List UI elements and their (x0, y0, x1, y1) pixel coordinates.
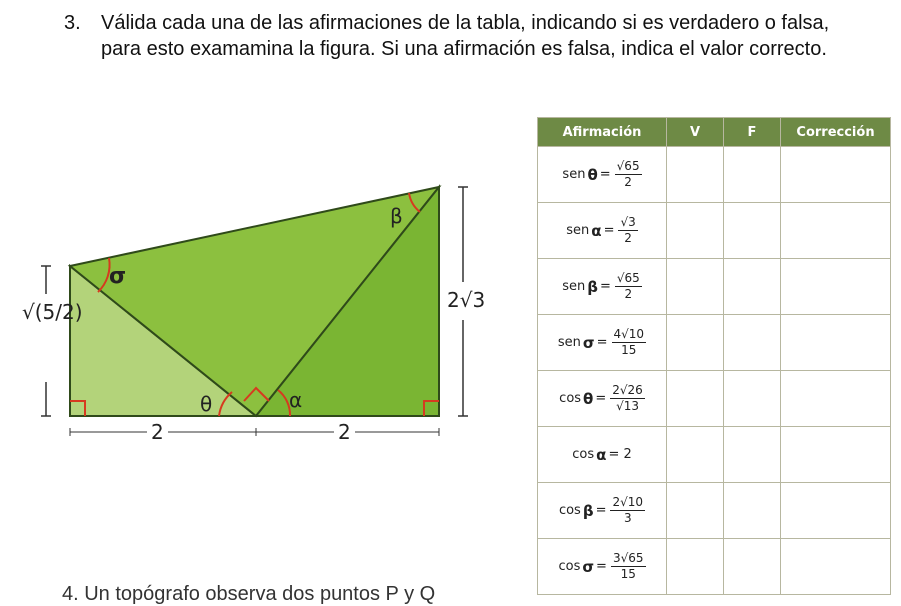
statement-cell (538, 371, 667, 427)
statement-formula (566, 215, 638, 246)
trig-function: sen (562, 279, 586, 294)
question-number: 3. (64, 12, 81, 34)
trig-function: sen (562, 167, 586, 182)
f-cell[interactable] (724, 315, 781, 371)
fraction (615, 271, 642, 302)
statement-cell (538, 259, 667, 315)
statement-cell (538, 315, 667, 371)
table-row (538, 371, 891, 427)
angle-symbol: θ (583, 389, 594, 408)
label-right-height: 2√3 (447, 288, 486, 312)
numerator: √3 (620, 215, 636, 229)
v-cell[interactable] (667, 147, 724, 203)
statement-cell (538, 147, 667, 203)
equals-sign: = (603, 223, 615, 238)
correction-cell[interactable] (781, 315, 891, 371)
label-sigma: σ (109, 264, 127, 289)
correction-cell[interactable] (781, 539, 891, 595)
v-cell[interactable] (667, 539, 724, 595)
v-cell[interactable] (667, 483, 724, 539)
trig-function: cos (558, 559, 581, 574)
question-text: Válida cada una de las afirmaciones de la tabla, indicando si es verdadero o falsa, para esto examamina la figura. Si una afirmación es falsa, indica el valor correcto. (101, 12, 830, 60)
denominator: 15 (620, 567, 636, 581)
angle-symbol: α (591, 221, 602, 240)
equals-sign: = (595, 503, 607, 518)
denominator: 2 (624, 287, 633, 301)
equals-sign: = 2 (608, 447, 632, 462)
statement-cell (538, 483, 667, 539)
statement-formula (562, 271, 642, 302)
header-f: F (724, 118, 781, 147)
f-cell[interactable] (724, 259, 781, 315)
table-row (538, 539, 891, 595)
statement-formula (558, 551, 645, 582)
f-cell[interactable] (724, 203, 781, 259)
statement-formula (558, 327, 646, 358)
f-cell[interactable] (724, 427, 781, 483)
equals-sign: = (599, 279, 611, 294)
v-cell[interactable] (667, 315, 724, 371)
numerator: 4√10 (613, 327, 645, 341)
statements-table (537, 117, 891, 593)
table-row (538, 259, 891, 315)
geometry-figure (22, 170, 522, 460)
statement-cell (538, 427, 667, 483)
f-cell[interactable] (724, 371, 781, 427)
table-row (538, 203, 891, 259)
statement-formula (572, 446, 631, 464)
trig-function: cos (559, 391, 582, 406)
denominator: 3 (623, 511, 632, 525)
v-cell[interactable] (667, 371, 724, 427)
header-correccion: Corrección (781, 118, 891, 147)
equals-sign: = (596, 559, 607, 574)
numerator: √65 (616, 271, 640, 285)
statement-formula (562, 159, 641, 190)
statement-cell (538, 539, 667, 595)
fraction (612, 327, 647, 358)
numerator: 3√65 (612, 551, 644, 565)
denominator: 2 (624, 175, 632, 189)
table-row (538, 147, 891, 203)
fraction (611, 551, 646, 582)
equals-sign: = (595, 391, 607, 406)
equals-sign: = (599, 167, 611, 182)
v-cell[interactable] (667, 427, 724, 483)
numerator: √65 (616, 159, 640, 173)
next-question-cutoff: 4. Un topógrafo observa dos puntos P y Q (62, 583, 436, 605)
correction-cell[interactable] (781, 427, 891, 483)
trig-function: sen (566, 223, 590, 238)
header-v: V (667, 118, 724, 147)
label-left-height: √(5/2) (22, 300, 83, 324)
denominator: √13 (616, 399, 639, 413)
denominator: 15 (621, 343, 637, 357)
label-base-right: 2 (334, 420, 355, 444)
statement-cell (538, 203, 667, 259)
denominator: 2 (624, 231, 632, 245)
angle-symbol: α (596, 445, 607, 464)
angle-symbol: σ (582, 557, 595, 576)
figure-svg (22, 170, 522, 460)
angle-symbol: θ (587, 165, 598, 184)
v-cell[interactable] (667, 203, 724, 259)
trig-function: cos (558, 503, 581, 518)
numerator: 2√26 (612, 383, 643, 397)
fraction (610, 495, 645, 526)
f-cell[interactable] (724, 483, 781, 539)
fraction (615, 159, 642, 190)
v-cell[interactable] (667, 259, 724, 315)
angle-symbol: β (582, 501, 594, 520)
label-beta: β (390, 204, 403, 228)
trig-function: cos (572, 447, 595, 462)
correction-cell[interactable] (781, 483, 891, 539)
fraction (618, 215, 637, 246)
statement-formula (559, 383, 645, 414)
label-base-left: 2 (147, 420, 168, 444)
statement-formula (559, 495, 645, 526)
f-cell[interactable] (724, 539, 781, 595)
label-theta: θ (200, 392, 213, 416)
f-cell[interactable] (724, 147, 781, 203)
correction-cell[interactable] (781, 203, 891, 259)
equals-sign: = (596, 335, 608, 350)
table-row (538, 315, 891, 371)
angle-symbol: σ (582, 333, 595, 352)
angle-symbol: β (587, 277, 598, 296)
correction-cell[interactable] (781, 259, 891, 315)
label-alpha: α (289, 388, 303, 412)
correction-cell[interactable] (781, 147, 891, 203)
table-row (538, 427, 891, 483)
header-afirmacion: Afirmación (538, 118, 667, 147)
correction-cell[interactable] (781, 371, 891, 427)
fraction (610, 383, 645, 414)
trig-function: sen (557, 335, 581, 350)
table-row (538, 483, 891, 539)
numerator: 2√10 (612, 495, 644, 509)
